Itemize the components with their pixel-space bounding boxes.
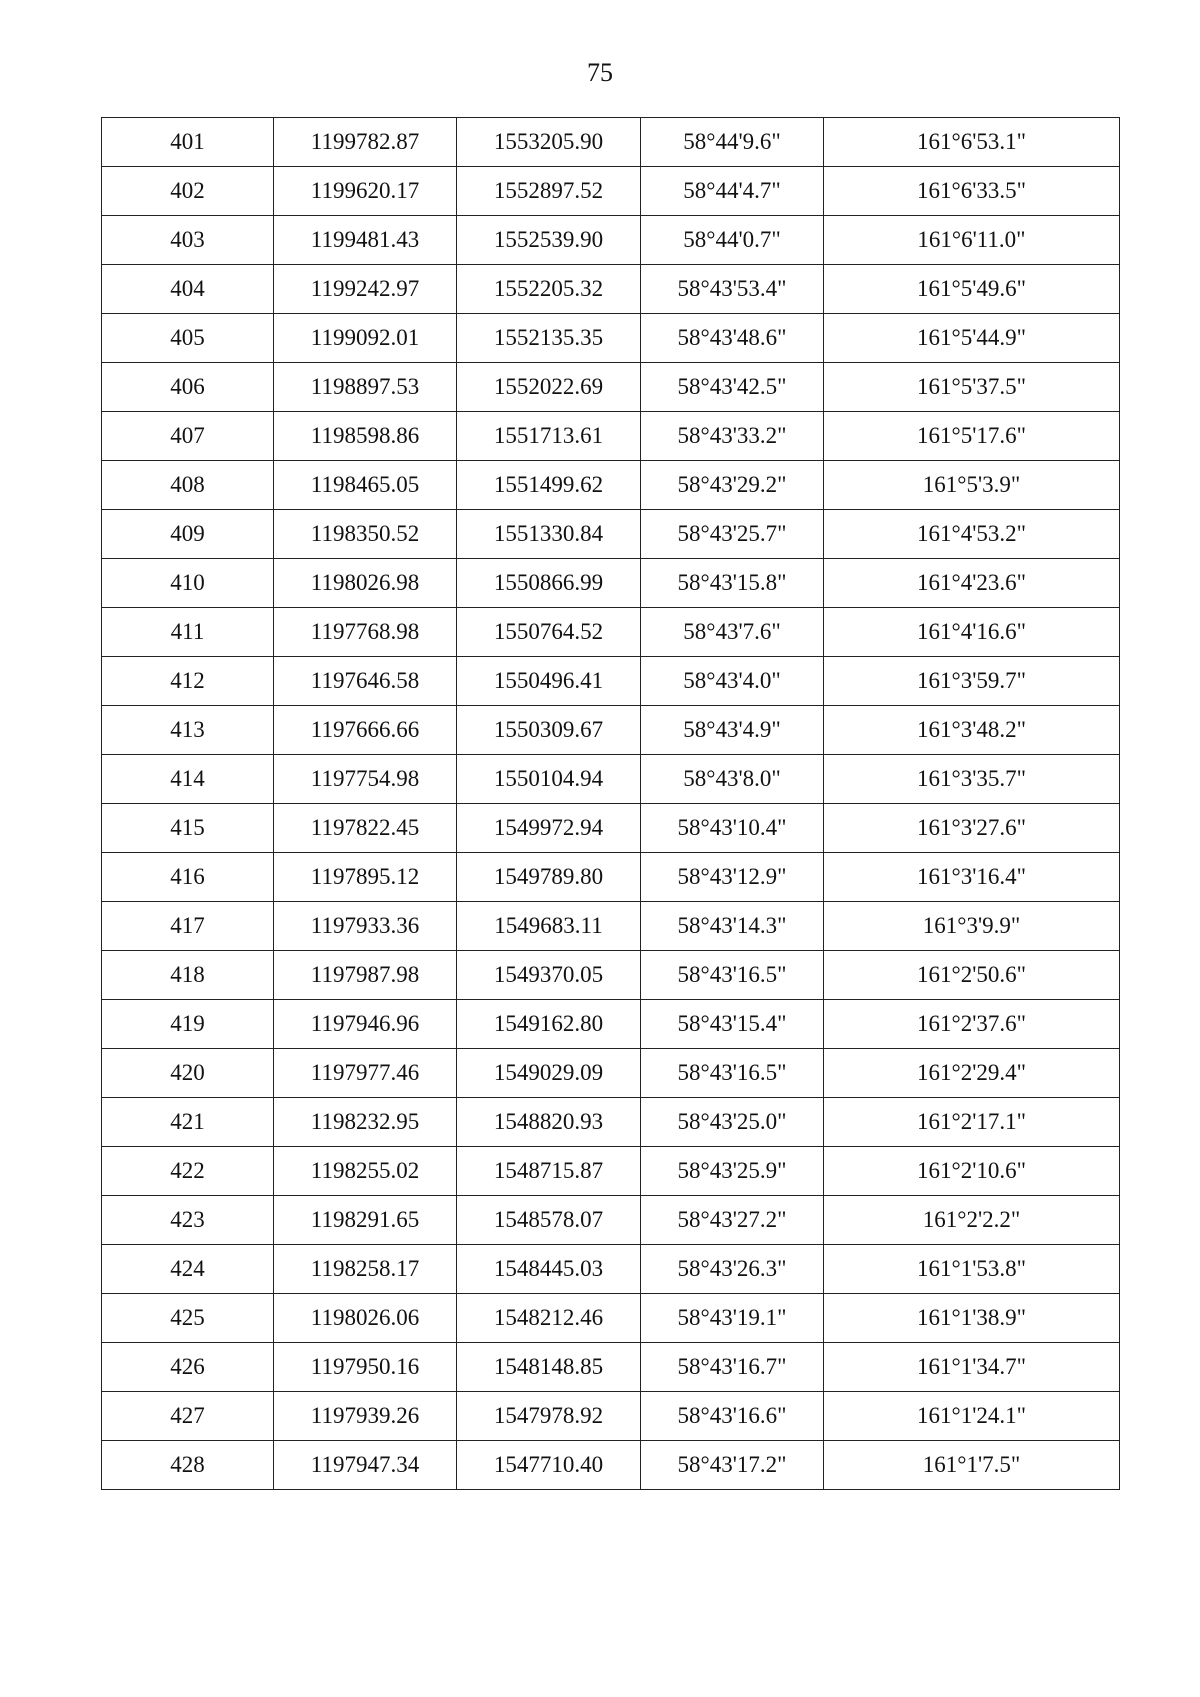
x-coordinate-cell: 1198291.65 xyxy=(274,1196,457,1245)
y-coordinate-cell: 1548820.93 xyxy=(457,1098,641,1147)
y-coordinate-cell: 1552539.90 xyxy=(457,216,641,265)
point-number-cell: 403 xyxy=(102,216,274,265)
longitude-cell: 161°2'17.1" xyxy=(824,1098,1120,1147)
x-coordinate-cell: 1197646.58 xyxy=(274,657,457,706)
x-coordinate-cell: 1198598.86 xyxy=(274,412,457,461)
table-row xyxy=(102,461,1120,510)
longitude-cell: 161°6'33.5" xyxy=(824,167,1120,216)
longitude-cell: 161°5'3.9" xyxy=(824,461,1120,510)
longitude-cell: 161°3'16.4" xyxy=(824,853,1120,902)
latitude-cell: 58°43'10.4" xyxy=(641,804,824,853)
coordinates-table xyxy=(101,117,1120,1490)
y-coordinate-cell: 1548212.46 xyxy=(457,1294,641,1343)
table-row xyxy=(102,657,1120,706)
x-coordinate-cell: 1198897.53 xyxy=(274,363,457,412)
point-number-cell: 402 xyxy=(102,167,274,216)
point-number-cell: 418 xyxy=(102,951,274,1000)
table-row xyxy=(102,902,1120,951)
table-row xyxy=(102,1294,1120,1343)
x-coordinate-cell: 1197977.46 xyxy=(274,1049,457,1098)
y-coordinate-cell: 1551713.61 xyxy=(457,412,641,461)
longitude-cell: 161°4'23.6" xyxy=(824,559,1120,608)
longitude-cell: 161°2'50.6" xyxy=(824,951,1120,1000)
x-coordinate-cell: 1197987.98 xyxy=(274,951,457,1000)
point-number-cell: 410 xyxy=(102,559,274,608)
y-coordinate-cell: 1552135.35 xyxy=(457,314,641,363)
point-number-cell: 411 xyxy=(102,608,274,657)
y-coordinate-cell: 1547710.40 xyxy=(457,1441,641,1490)
page-number: 75 xyxy=(587,58,613,87)
latitude-cell: 58°43'8.0" xyxy=(641,755,824,804)
latitude-cell: 58°44'4.7" xyxy=(641,167,824,216)
point-number-cell: 414 xyxy=(102,755,274,804)
x-coordinate-cell: 1199481.43 xyxy=(274,216,457,265)
x-coordinate-cell: 1199242.97 xyxy=(274,265,457,314)
x-coordinate-cell: 1199782.87 xyxy=(274,118,457,167)
table-row xyxy=(102,951,1120,1000)
point-number-cell: 413 xyxy=(102,706,274,755)
point-number-cell: 404 xyxy=(102,265,274,314)
y-coordinate-cell: 1553205.90 xyxy=(457,118,641,167)
longitude-cell: 161°2'37.6" xyxy=(824,1000,1120,1049)
point-number-cell: 419 xyxy=(102,1000,274,1049)
x-coordinate-cell: 1197950.16 xyxy=(274,1343,457,1392)
y-coordinate-cell: 1549162.80 xyxy=(457,1000,641,1049)
latitude-cell: 58°44'0.7" xyxy=(641,216,824,265)
coordinates-table-body xyxy=(102,118,1120,1490)
table-row xyxy=(102,608,1120,657)
table-row xyxy=(102,167,1120,216)
y-coordinate-cell: 1552897.52 xyxy=(457,167,641,216)
y-coordinate-cell: 1550764.52 xyxy=(457,608,641,657)
point-number-cell: 401 xyxy=(102,118,274,167)
x-coordinate-cell: 1197946.96 xyxy=(274,1000,457,1049)
y-coordinate-cell: 1552022.69 xyxy=(457,363,641,412)
point-number-cell: 420 xyxy=(102,1049,274,1098)
x-coordinate-cell: 1198026.98 xyxy=(274,559,457,608)
latitude-cell: 58°43'16.7" xyxy=(641,1343,824,1392)
longitude-cell: 161°4'53.2" xyxy=(824,510,1120,559)
y-coordinate-cell: 1548445.03 xyxy=(457,1245,641,1294)
latitude-cell: 58°43'7.6" xyxy=(641,608,824,657)
x-coordinate-cell: 1198255.02 xyxy=(274,1147,457,1196)
latitude-cell: 58°43'19.1" xyxy=(641,1294,824,1343)
x-coordinate-cell: 1199092.01 xyxy=(274,314,457,363)
latitude-cell: 58°43'33.2" xyxy=(641,412,824,461)
table-row xyxy=(102,314,1120,363)
longitude-cell: 161°5'37.5" xyxy=(824,363,1120,412)
longitude-cell: 161°1'53.8" xyxy=(824,1245,1120,1294)
latitude-cell: 58°43'4.9" xyxy=(641,706,824,755)
point-number-cell: 415 xyxy=(102,804,274,853)
point-number-cell: 424 xyxy=(102,1245,274,1294)
point-number-cell: 425 xyxy=(102,1294,274,1343)
longitude-cell: 161°2'29.4" xyxy=(824,1049,1120,1098)
table-row xyxy=(102,216,1120,265)
longitude-cell: 161°1'34.7" xyxy=(824,1343,1120,1392)
longitude-cell: 161°3'27.6" xyxy=(824,804,1120,853)
point-number-cell: 405 xyxy=(102,314,274,363)
longitude-cell: 161°5'17.6" xyxy=(824,412,1120,461)
longitude-cell: 161°1'7.5" xyxy=(824,1441,1120,1490)
latitude-cell: 58°43'16.5" xyxy=(641,951,824,1000)
y-coordinate-cell: 1551499.62 xyxy=(457,461,641,510)
point-number-cell: 406 xyxy=(102,363,274,412)
point-number-cell: 422 xyxy=(102,1147,274,1196)
table-row xyxy=(102,1392,1120,1441)
longitude-cell: 161°2'2.2" xyxy=(824,1196,1120,1245)
x-coordinate-cell: 1197895.12 xyxy=(274,853,457,902)
table-row xyxy=(102,1441,1120,1490)
y-coordinate-cell: 1550496.41 xyxy=(457,657,641,706)
longitude-cell: 161°2'10.6" xyxy=(824,1147,1120,1196)
x-coordinate-cell: 1197933.36 xyxy=(274,902,457,951)
point-number-cell: 427 xyxy=(102,1392,274,1441)
point-number-cell: 426 xyxy=(102,1343,274,1392)
x-coordinate-cell: 1198026.06 xyxy=(274,1294,457,1343)
latitude-cell: 58°43'27.2" xyxy=(641,1196,824,1245)
y-coordinate-cell: 1549370.05 xyxy=(457,951,641,1000)
latitude-cell: 58°43'12.9" xyxy=(641,853,824,902)
point-number-cell: 421 xyxy=(102,1098,274,1147)
longitude-cell: 161°3'59.7" xyxy=(824,657,1120,706)
x-coordinate-cell: 1197768.98 xyxy=(274,608,457,657)
longitude-cell: 161°3'35.7" xyxy=(824,755,1120,804)
y-coordinate-cell: 1548578.07 xyxy=(457,1196,641,1245)
x-coordinate-cell: 1197947.34 xyxy=(274,1441,457,1490)
point-number-cell: 407 xyxy=(102,412,274,461)
longitude-cell: 161°3'48.2" xyxy=(824,706,1120,755)
longitude-cell: 161°4'16.6" xyxy=(824,608,1120,657)
latitude-cell: 58°43'48.6" xyxy=(641,314,824,363)
point-number-cell: 428 xyxy=(102,1441,274,1490)
x-coordinate-cell: 1198465.05 xyxy=(274,461,457,510)
table-row xyxy=(102,1049,1120,1098)
latitude-cell: 58°43'4.0" xyxy=(641,657,824,706)
y-coordinate-cell: 1550104.94 xyxy=(457,755,641,804)
point-number-cell: 416 xyxy=(102,853,274,902)
latitude-cell: 58°43'53.4" xyxy=(641,265,824,314)
table-row xyxy=(102,1196,1120,1245)
table-row xyxy=(102,755,1120,804)
table-row xyxy=(102,412,1120,461)
longitude-cell: 161°1'38.9" xyxy=(824,1294,1120,1343)
x-coordinate-cell: 1197666.66 xyxy=(274,706,457,755)
table-row xyxy=(102,118,1120,167)
table-row xyxy=(102,559,1120,608)
latitude-cell: 58°43'15.8" xyxy=(641,559,824,608)
y-coordinate-cell: 1551330.84 xyxy=(457,510,641,559)
table-row xyxy=(102,363,1120,412)
longitude-cell: 161°6'11.0" xyxy=(824,216,1120,265)
latitude-cell: 58°43'25.0" xyxy=(641,1098,824,1147)
latitude-cell: 58°43'14.3" xyxy=(641,902,824,951)
latitude-cell: 58°43'16.6" xyxy=(641,1392,824,1441)
point-number-cell: 408 xyxy=(102,461,274,510)
point-number-cell: 412 xyxy=(102,657,274,706)
x-coordinate-cell: 1198258.17 xyxy=(274,1245,457,1294)
table-row xyxy=(102,265,1120,314)
y-coordinate-cell: 1550866.99 xyxy=(457,559,641,608)
table-row xyxy=(102,853,1120,902)
latitude-cell: 58°43'25.7" xyxy=(641,510,824,559)
x-coordinate-cell: 1197939.26 xyxy=(274,1392,457,1441)
latitude-cell: 58°43'17.2" xyxy=(641,1441,824,1490)
x-coordinate-cell: 1198232.95 xyxy=(274,1098,457,1147)
longitude-cell: 161°6'53.1" xyxy=(824,118,1120,167)
y-coordinate-cell: 1548715.87 xyxy=(457,1147,641,1196)
y-coordinate-cell: 1552205.32 xyxy=(457,265,641,314)
latitude-cell: 58°43'15.4" xyxy=(641,1000,824,1049)
latitude-cell: 58°44'9.6" xyxy=(641,118,824,167)
table-row xyxy=(102,1245,1120,1294)
y-coordinate-cell: 1549029.09 xyxy=(457,1049,641,1098)
y-coordinate-cell: 1549683.11 xyxy=(457,902,641,951)
x-coordinate-cell: 1197822.45 xyxy=(274,804,457,853)
y-coordinate-cell: 1548148.85 xyxy=(457,1343,641,1392)
table-row xyxy=(102,1343,1120,1392)
y-coordinate-cell: 1550309.67 xyxy=(457,706,641,755)
longitude-cell: 161°5'49.6" xyxy=(824,265,1120,314)
x-coordinate-cell: 1198350.52 xyxy=(274,510,457,559)
longitude-cell: 161°5'44.9" xyxy=(824,314,1120,363)
latitude-cell: 58°43'26.3" xyxy=(641,1245,824,1294)
point-number-cell: 409 xyxy=(102,510,274,559)
longitude-cell: 161°3'9.9" xyxy=(824,902,1120,951)
x-coordinate-cell: 1197754.98 xyxy=(274,755,457,804)
latitude-cell: 58°43'16.5" xyxy=(641,1049,824,1098)
table-row xyxy=(102,1098,1120,1147)
latitude-cell: 58°43'25.9" xyxy=(641,1147,824,1196)
y-coordinate-cell: 1547978.92 xyxy=(457,1392,641,1441)
point-number-cell: 417 xyxy=(102,902,274,951)
y-coordinate-cell: 1549789.80 xyxy=(457,853,641,902)
latitude-cell: 58°43'42.5" xyxy=(641,363,824,412)
table-row xyxy=(102,1147,1120,1196)
point-number-cell: 423 xyxy=(102,1196,274,1245)
latitude-cell: 58°43'29.2" xyxy=(641,461,824,510)
table-row xyxy=(102,510,1120,559)
x-coordinate-cell: 1199620.17 xyxy=(274,167,457,216)
table-row xyxy=(102,706,1120,755)
table-row xyxy=(102,1000,1120,1049)
y-coordinate-cell: 1549972.94 xyxy=(457,804,641,853)
table-row xyxy=(102,804,1120,853)
longitude-cell: 161°1'24.1" xyxy=(824,1392,1120,1441)
